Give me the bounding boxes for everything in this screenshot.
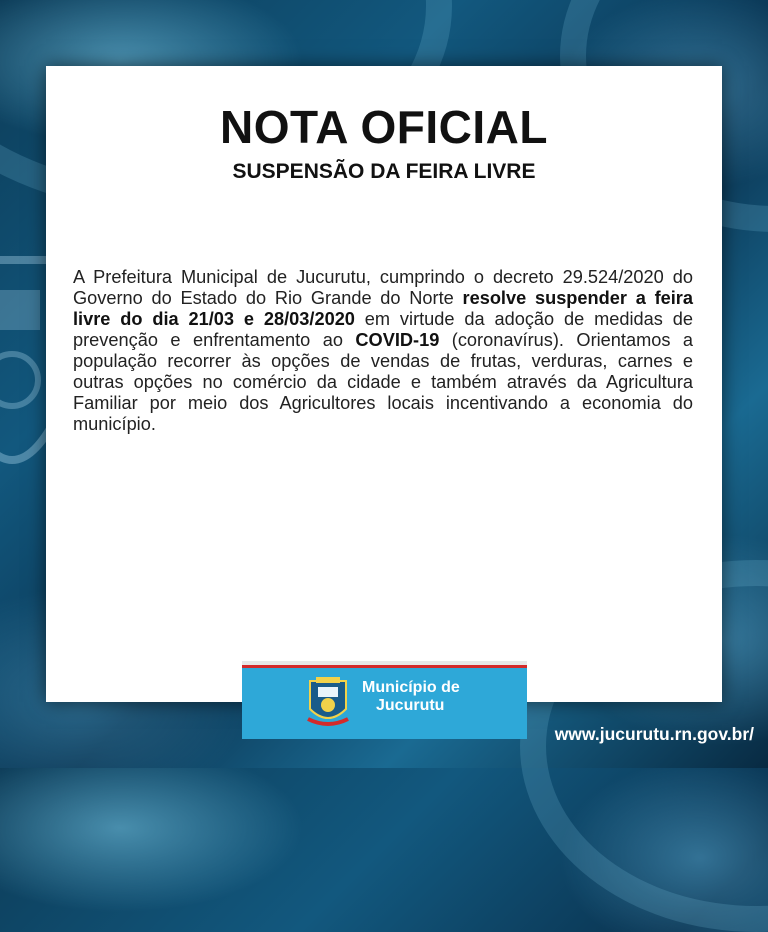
notice-title: NOTA OFICIAL xyxy=(220,101,548,153)
municipality-badge xyxy=(242,661,527,739)
municipal-coat-of-arms-icon xyxy=(304,675,352,729)
notice-card xyxy=(46,66,722,714)
body-bold-covid: COVID-19 xyxy=(355,330,440,350)
website-link[interactable]: www.jucurutu.rn.gov.br/ xyxy=(554,724,754,744)
notice-body xyxy=(73,267,693,435)
notice-subtitle: SUSPENSÃO DA FEIRA LIVRE xyxy=(232,160,536,183)
badge-stripe xyxy=(242,665,527,668)
badge-line2: Jucurutu xyxy=(376,697,445,714)
body-bold-dates: resolve suspender a feira livre do dia 21/03 e 28/03/2020 xyxy=(73,288,693,329)
body-text-part: em virtude da adoção de medidas de prevenção e enfrentamento ao xyxy=(73,309,693,350)
badge-line1: Município de xyxy=(362,679,460,696)
badge-text xyxy=(362,679,460,715)
body-text-part: A Prefeitura Municipal de Jucurutu, cumprindo o decreto 29.524/2020 do Governo do Estado do Rio Grande do Norte xyxy=(73,267,693,308)
body-text-part: (coronavírus). Orientamos a população recorrer às opções de vendas de frutas, verduras, carnes e outras opções no comércio da cidade e também através da Agricultura Familiar por meio dos Agricultores locais incentivando a economia do município. xyxy=(73,330,694,434)
